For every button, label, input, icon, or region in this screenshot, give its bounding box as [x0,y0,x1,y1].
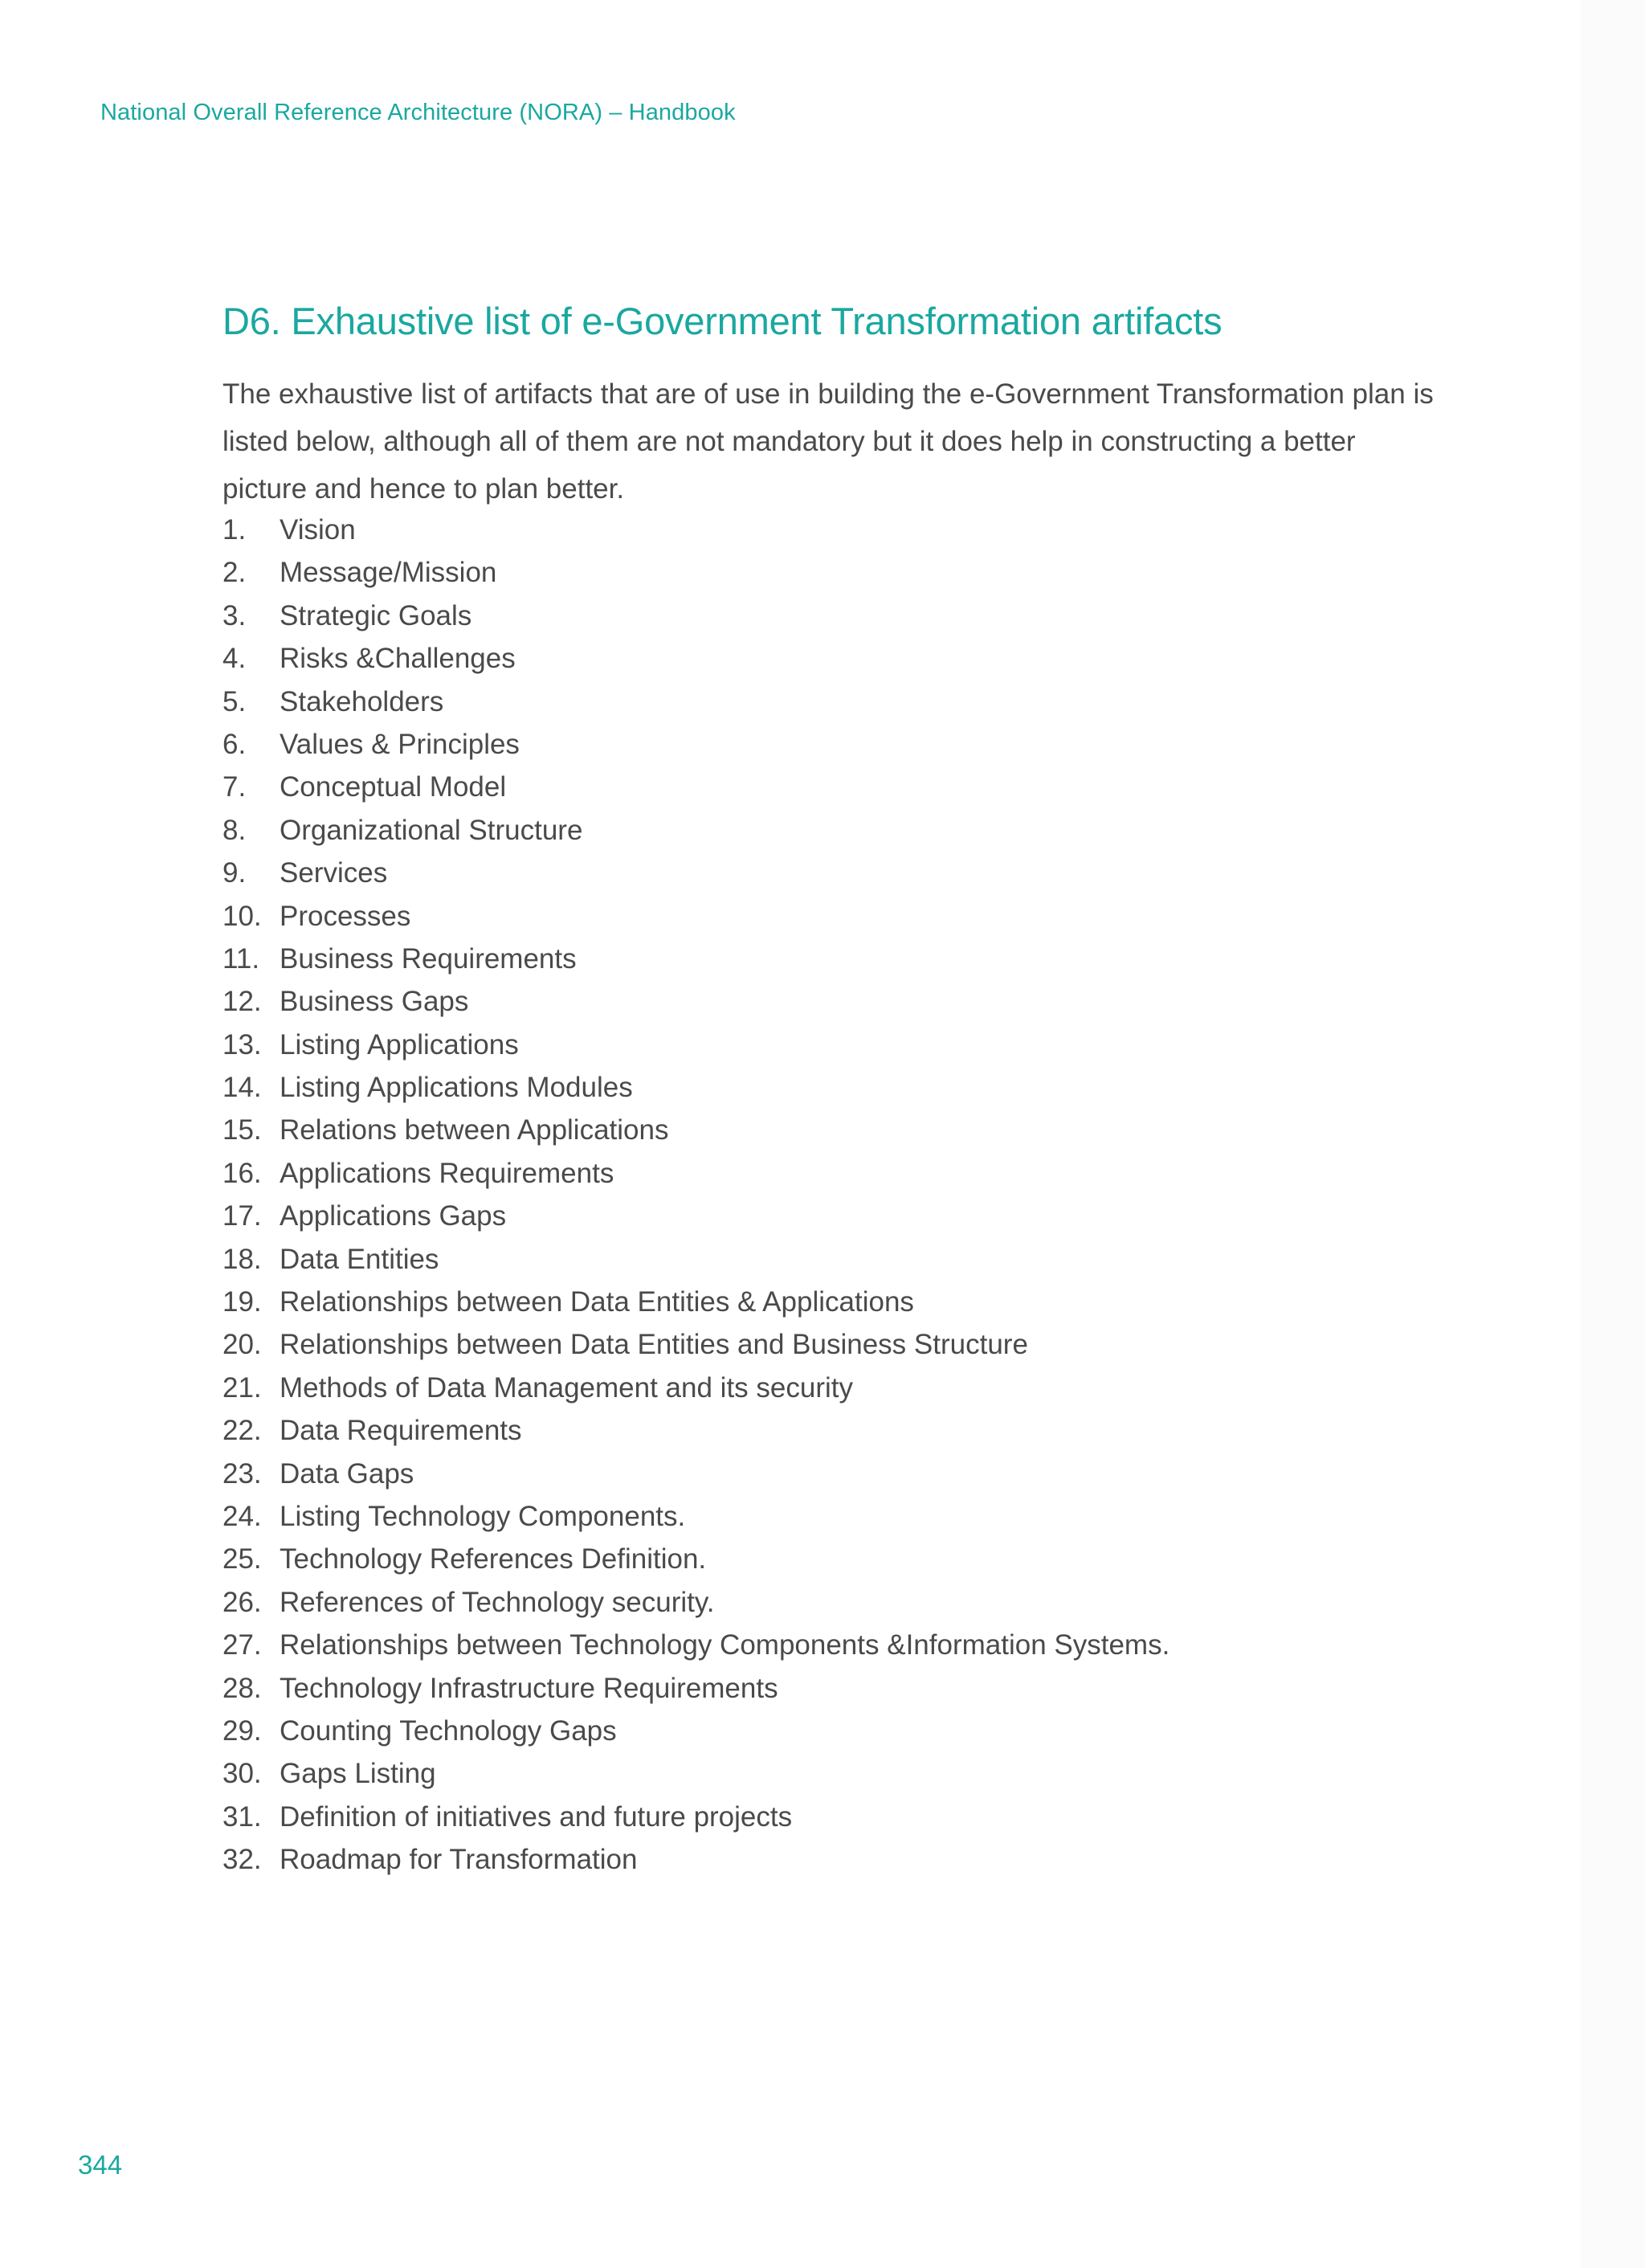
list-item [222,680,1169,723]
list-item-text: Applications Requirements [280,1157,614,1189]
list-item-text: Relationships between Data Entities & Applications [280,1286,914,1318]
section-title: D6. Exhaustive list of e-Government Transformation artifacts [222,300,1223,342]
list-item-number: 31. [222,1800,262,1833]
list-item [222,895,1169,938]
list-item-text: Relationships between Technology Components &Information Systems. [280,1629,1170,1661]
page-number: 344 [78,2150,123,2180]
list-item-number: 22. [222,1415,262,1447]
page-edge-shade [1581,0,1645,2268]
list-item [222,1538,1169,1580]
list-item-number: 5. [222,685,247,717]
list-item-number: 25. [222,1543,262,1575]
list-item-text: Technology Infrastructure Requirements [280,1672,778,1704]
list-item-text: Data Gaps [280,1457,414,1490]
list-item-number: 3. [222,599,247,631]
list-item-text: Business Requirements [280,942,577,975]
list-item-number: 30. [222,1758,262,1790]
list-item [222,595,1169,637]
list-item-text: Listing Applications Modules [280,1072,633,1104]
list-item-text: Definition of initiatives and future projects [280,1800,793,1833]
list-item [222,1409,1169,1452]
list-item-number: 9. [222,857,247,889]
list-item-text: Services [280,857,388,889]
list-item-number: 26. [222,1586,262,1618]
list-item [222,1710,1169,1752]
list-item-text: Strategic Goals [280,599,472,631]
list-item [222,551,1169,594]
list-item-number: 21. [222,1371,262,1404]
list-item [222,1238,1169,1281]
list-item [222,1581,1169,1624]
list-item-text: References of Technology security. [280,1586,715,1618]
list-item-text: Roadmap for Transformation [280,1844,638,1876]
intro-paragraph: The exhaustive list of artifacts that are of use in building the e-Government Transformation plan is listed below, although all of them are not mandatory but it does help in constructing a better picture and hence to plan better. [222,378,1434,505]
list-item [222,723,1169,766]
list-item-text: Risks &Challenges [280,643,516,675]
list-item [222,852,1169,894]
list-item [222,1495,1169,1538]
list-item-number: 29. [222,1714,262,1747]
list-item-number: 2. [222,557,247,589]
list-item-number: 16. [222,1157,262,1189]
list-item-text: Relationships between Data Entities and Business Structure [280,1329,1028,1361]
list-item-number: 15. [222,1114,262,1146]
list-item-text: Counting Technology Gaps [280,1714,617,1747]
list-item-number: 12. [222,986,262,1018]
list-item-text: Business Gaps [280,986,469,1018]
list-item [222,1066,1169,1109]
list-item-number: 32. [222,1844,262,1876]
list-item-number: 10. [222,900,262,932]
list-item [222,1752,1169,1795]
list-item-text: Listing Applications [280,1028,519,1060]
list-item-text: Processes [280,900,411,932]
artifact-list [222,509,1169,1882]
list-item [222,809,1169,852]
list-item [222,1453,1169,1495]
list-item [222,938,1169,980]
list-item [222,1024,1169,1066]
list-item-number: 11. [222,942,260,975]
list-item [222,1152,1169,1195]
list-item-number: 28. [222,1672,262,1704]
list-item-number: 7. [222,771,247,803]
list-item-number: 17. [222,1200,262,1232]
list-item-number: 24. [222,1500,262,1532]
list-item [222,766,1169,808]
list-item [222,1323,1169,1366]
list-item-text: Technology References Definition. [280,1543,707,1575]
list-item-text: Data Requirements [280,1415,522,1447]
list-item [222,637,1169,680]
list-item-number: 8. [222,814,247,846]
list-item-number: 20. [222,1329,262,1361]
list-item-number: 1. [222,514,247,546]
list-item [222,1624,1169,1666]
list-item [222,1281,1169,1323]
list-item [222,1838,1169,1881]
list-item-text: Conceptual Model [280,771,507,803]
list-item [222,1667,1169,1710]
list-item-text: Stakeholders [280,685,444,717]
list-item-text: Applications Gaps [280,1200,507,1232]
list-item [222,509,1169,551]
list-item-number: 6. [222,728,247,760]
list-item-text: Message/Mission [280,557,497,589]
running-header: National Overall Reference Architecture (NORA) – Handbook [100,100,736,125]
list-item [222,1367,1169,1409]
list-item-text: Data Entities [280,1243,439,1275]
list-item [222,1109,1169,1151]
list-item [222,1195,1169,1237]
list-item-text: Values & Principles [280,728,520,760]
list-item [222,1796,1169,1838]
list-item-text: Organizational Structure [280,814,583,846]
list-item-number: 4. [222,643,247,675]
list-item-number: 14. [222,1072,262,1104]
list-item-text: Relations between Applications [280,1114,669,1146]
list-item-number: 18. [222,1243,262,1275]
list-item-text: Methods of Data Management and its security [280,1371,853,1404]
list-item-text: Listing Technology Components. [280,1500,686,1532]
list-item-number: 19. [222,1286,262,1318]
list-item-number: 23. [222,1457,262,1490]
list-item-number: 13. [222,1028,262,1060]
list-item [222,980,1169,1023]
list-item-number: 27. [222,1629,262,1661]
list-item-text: Vision [280,514,356,546]
list-item-text: Gaps Listing [280,1758,436,1790]
